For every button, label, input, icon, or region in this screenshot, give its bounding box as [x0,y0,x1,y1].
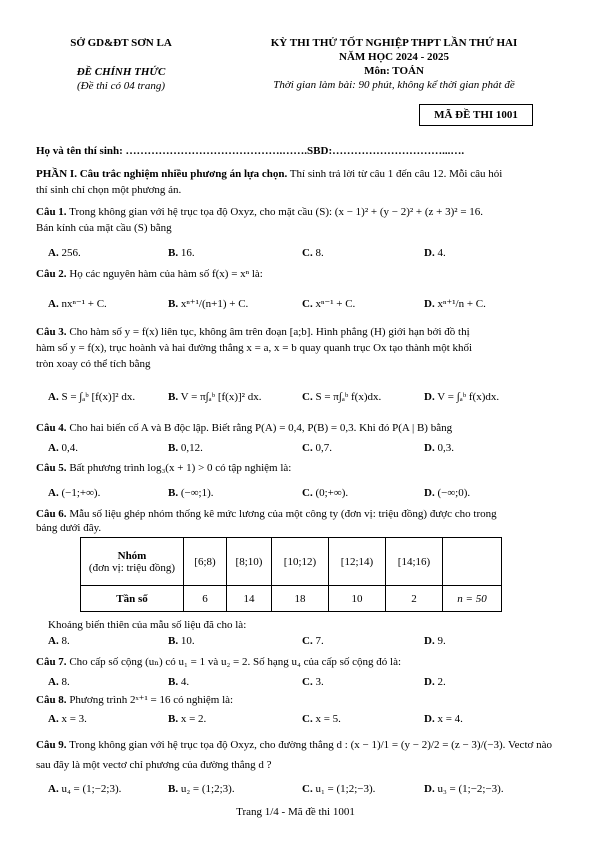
table-header-cell: Nhóm (đơn vị: triệu đồng) [81,538,184,586]
option-d[interactable]: D. 0,3. [424,442,454,454]
table-row-label: Tần số [81,586,184,612]
question-label: Câu 2. [36,268,67,280]
question-text: Cho cấp số cộng (uₙ) có u₁ = 1 và u₂ = 2. Số hạng u₄ của cấp số cộng đó là: [66,656,402,668]
option-b[interactable]: B. 10. [168,635,195,647]
question-5 [36,460,556,476]
part1-title: PHẦN I. Câu trắc nghiệm nhiều phương án lựa chọn. [36,168,288,180]
option-b[interactable]: B. u₂ = (1;2;3). [168,783,235,795]
table-cell: 2 [386,586,443,612]
option-c[interactable]: C. 3. [302,676,324,688]
question-4 [36,420,556,436]
option-a[interactable]: A. nxⁿ⁻¹ + C. [48,298,107,310]
option-a[interactable]: A. 256. [48,247,81,259]
question-text: Mẫu số liệu ghép nhóm thống kê mức lương của một công ty (đơn vị: triệu đồng) được cho trong [66,508,497,520]
table-cell [443,538,502,586]
question-text: Bất phương trình log₃(x + 1) > 0 có tập nghiệm là: [66,462,292,474]
official-label: ĐỀ CHÍNH THỨC [76,66,166,78]
option-d[interactable]: D. u₃ = (1;−2;−3). [424,783,504,795]
exam-code-box: MÃ ĐỀ THI 1001 [419,104,533,126]
option-c[interactable]: C. 0,7. [302,442,332,454]
option-b[interactable]: B. xⁿ⁺¹/(n+1) + C. [168,298,249,310]
part1-desc2: thí sinh chỉ chọn một phương án. [36,184,182,196]
option-c[interactable]: C. 7. [302,635,324,647]
part1-desc: Thí sinh trả lời từ câu 1 đến câu 12. Mỗi câu hỏi [287,168,503,180]
student-info-line: Họ và tên thí sinh: …………………………………….…….SBD:…………………………...…. [36,145,465,157]
option-a[interactable]: A. 0,4. [48,442,78,454]
option-d[interactable]: D. 9. [424,635,446,647]
question-label: Câu 8. [36,694,67,706]
question-label: Câu 6. [36,508,67,520]
table-cell: [8;10) [227,538,272,586]
question-6 [36,507,556,535]
table-cell: 10 [329,586,386,612]
option-a[interactable]: A. (−1;+∞). [48,487,101,499]
table-cell: [6;8) [184,538,227,586]
option-d[interactable]: D. 2. [424,676,446,688]
question-text-2: hàm số y = f(x), trục hoành và hai đường thẳng x = a, x = b quay quanh trục Ox tạo thành một khối [36,342,473,354]
question-text: Trong không gian với hệ trục tọa độ Oxyz, cho mặt cầu (S): (x − 1)² + (y − 2)² + (z + 3)² = 16. [66,206,484,218]
table-cell: 6 [184,586,227,612]
question-3 [36,324,556,372]
exam-title: KỲ THI THỬ TỐT NGHIỆP THPT LẦN THỨ HAI [270,37,518,49]
question-text: Phương trình 2ˣ⁺¹ = 16 có nghiệm là: [66,694,234,706]
header-left [36,36,206,93]
option-a[interactable]: A. 8. [48,676,70,688]
option-c[interactable]: C. (0;+∞). [302,487,349,499]
question-text-2: bảng dưới đây. [36,522,102,534]
option-c[interactable]: C. u₁ = (1;2;−3). [302,783,376,795]
question-text: Trong không gian với hệ trục tọa độ Oxyz, cho đường thẳng d : (x − 1)/1 = (y − 2)/2 = (z − 3)/(−3). Vectơ nào [66,739,552,751]
question-text-2: Bán kính của mặt cầu (S) bằng [36,222,172,234]
option-d[interactable]: D. 4. [424,247,446,259]
option-d[interactable]: D. V = ∫ₐᵇ f(x)dx. [424,391,500,403]
table-row [81,586,502,612]
option-c[interactable]: C. x = 5. [302,713,341,725]
question-text-3: tròn xoay có thể tích bằng [36,358,151,370]
subject: Môn: TOÁN [364,65,424,77]
option-b[interactable]: B. V = π∫ₐᵇ [f(x)]² dx. [168,391,262,403]
department: SỞ GD&ĐT SƠN LA [70,37,172,49]
question-text: Cho hàm số y = f(x) liên tục, không âm trên đoạn [a;b]. Hình phẳng (H) giới hạn bởi đồ thị [66,326,470,338]
option-c[interactable]: C. 8. [302,247,324,259]
option-b[interactable]: B. 16. [168,247,195,259]
table-cell: [12;14) [329,538,386,586]
header-right [234,36,554,92]
option-c[interactable]: C. S = π∫ₐᵇ f(x)dx. [302,391,382,403]
question-label: Câu 7. [36,656,67,668]
question-8 [36,692,556,708]
option-b[interactable]: B. x = 2. [168,713,207,725]
table-cell: n = 50 [443,586,502,612]
page-footer: Trang 1/4 - Mã đề thi 1001 [236,806,355,818]
question-text: Họ các nguyên hàm của hàm số f(x) = xⁿ là: [66,268,263,280]
option-b[interactable]: B. (−∞;1). [168,487,214,499]
question-label: Câu 9. [36,739,67,751]
question-2 [36,266,556,282]
q6-followup: Khoảng biến thiên của mẫu số liệu đã cho là: [48,619,247,631]
time-note: Thời gian làm bài: 90 phút, không kể thời gian phát đề [273,79,515,91]
question-1 [36,204,556,236]
question-text-2: sau đây là một vectơ chỉ phương của đường thẳng d ? [36,759,272,771]
option-a[interactable]: A. 8. [48,635,70,647]
table-cell: [10;12) [272,538,329,586]
question-label: Câu 5. [36,462,67,474]
option-a[interactable]: A. x = 3. [48,713,87,725]
table-cell: 18 [272,586,329,612]
pages-note: (Đề thi có 04 trang) [77,80,165,92]
table-cell: 14 [227,586,272,612]
option-d[interactable]: D. (−∞;0). [424,487,471,499]
question-9 [36,735,556,775]
option-b[interactable]: B. 0,12. [168,442,203,454]
option-b[interactable]: B. 4. [168,676,190,688]
part1-intro [36,166,556,198]
option-c[interactable]: C. xⁿ⁻¹ + C. [302,298,356,310]
option-a[interactable]: A. u₄ = (1;−2;3). [48,783,122,795]
option-d[interactable]: D. x = 4. [424,713,463,725]
school-year: NĂM HỌC 2024 - 2025 [339,51,449,63]
question-label: Câu 4. [36,422,67,434]
table-cell: [14;16) [386,538,443,586]
question-label: Câu 3. [36,326,67,338]
option-a[interactable]: A. S = ∫ₐᵇ [f(x)]² dx. [48,391,136,403]
question-text: Cho hai biến cố A và B độc lập. Biết rằng P(A) = 0,4, P(B) = 0,3. Khi đó P(A | B) bằng [66,422,453,434]
table-row [81,538,502,586]
question-7 [36,654,556,670]
question-label: Câu 1. [36,206,67,218]
option-d[interactable]: D. xⁿ⁺¹/n + C. [424,298,486,310]
frequency-table [80,537,502,612]
